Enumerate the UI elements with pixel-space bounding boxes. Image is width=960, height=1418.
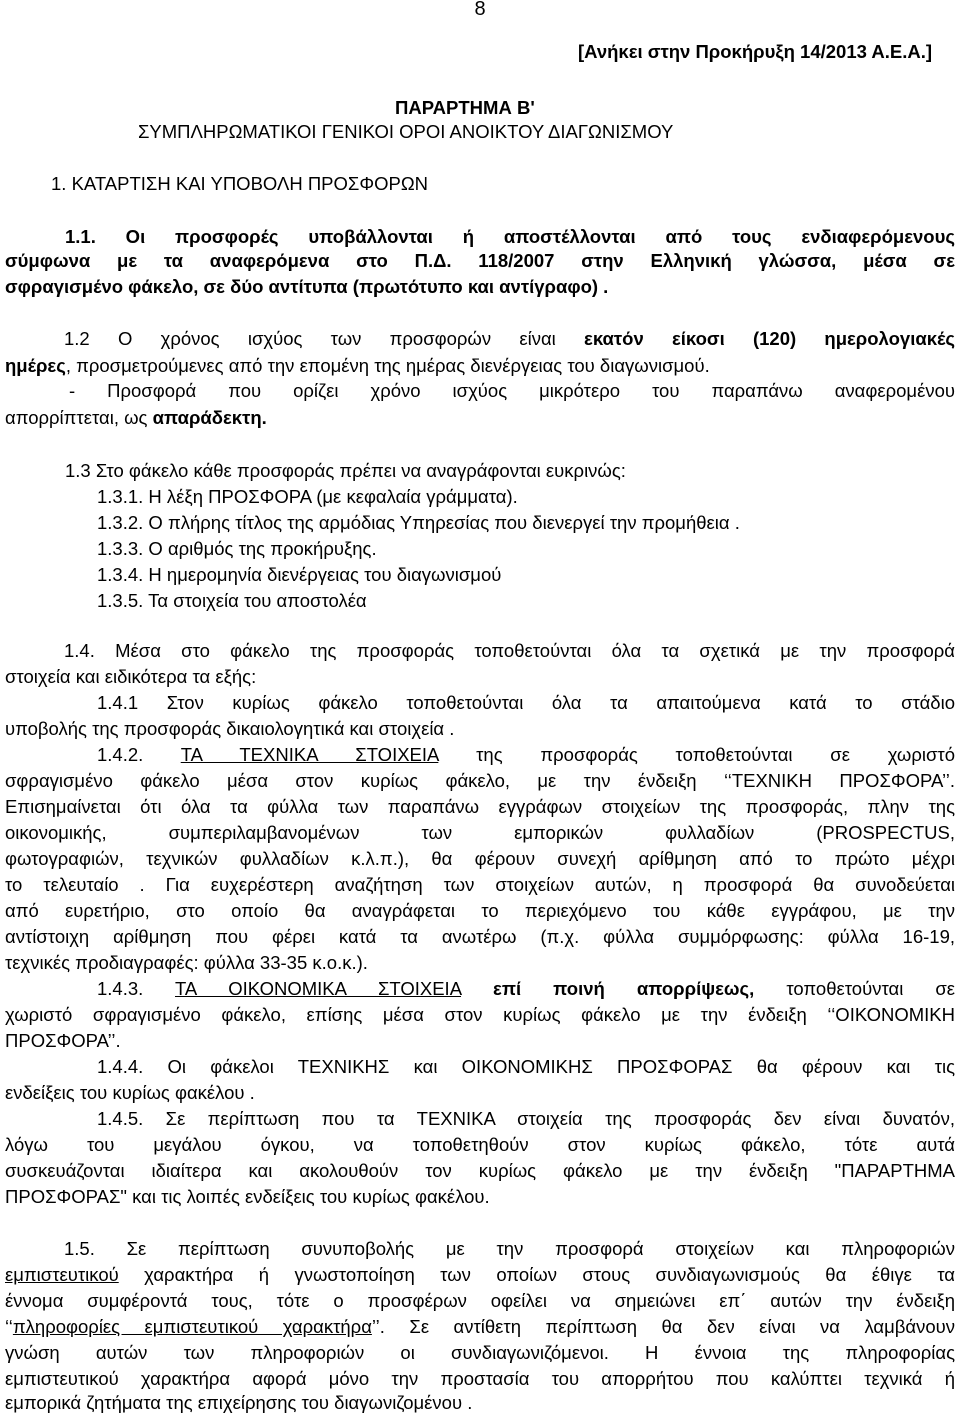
p12-line4 [5,407,267,429]
p13-intro: 1.3 Στο φάκελο κάθε προσφοράς πρέπει να αναγράφονται ευκρινώς: [65,460,626,481]
p143-line3: ΠΡΟΣΦΟΡΑ’’. [5,1030,121,1051]
p15-underlined: εμπιστευτικού [5,1264,119,1285]
p15-line5: γνώση αυτών των πληροφοριών οι συνδιαγωνιζόμενοι. Η έννοια της πληροφορίας [5,1342,955,1363]
p15-line3: έννομα συμφέροντά τους, τότε ο προσφέρων οφείλει να σημειώνει επ΄ αυτών την ένδειξη [5,1290,955,1311]
p143-bold: επί ποινή απορρίψεως, [493,978,755,999]
p12-line1-bold: εκατόν είκοσι (120) ημερολογιακές [584,328,955,349]
p145-line2: λόγω του μεγάλου όγκου, να τοποθετηθούν στον κυρίως φάκελο, τότε αυτά [5,1134,955,1155]
p12-line4-bold: απαράδεκτη. [152,407,267,428]
p141-line1: 1.4.1 Στον κυρίως φάκελο τοποθετούνται όλα τα απαιτούμενα κατά το στάδιο [97,692,955,713]
p142-line3: Επισημαίνεται ότι όλα τα φύλλα των παραπάνω εγγράφων στοιχείων της προσφοράς, πλην της [5,796,955,817]
p145-line4: ΠΡΟΣΦΟΡΑΣ" και τις λοιπές ενδείξεις του κυρίως φακέλου. [5,1186,490,1207]
p14-line2: στοιχεία και ειδικότερα τα εξής: [5,666,257,687]
p142-line1 [97,744,955,766]
section-heading: 1. ΚΑΤΑΡΤΙΣΗ ΚΑΙ ΥΠΟΒΟΛΗ ΠΡΟΣΦΟΡΩΝ [51,173,429,194]
p12-line3: - Προσφορά που ορίζει χρόνο ισχύος μικρότερο του παραπάνω αναφερομένου [69,380,955,401]
p12-line2 [5,355,710,377]
p11-line2: σύμφωνα με τα αναφερόμενα στο Π.Δ. 118/2007 στην Ελληνική γλώσσα, μέσα σε [5,250,955,271]
p15-underlined-2: πληροφορίες εμπιστευτικού χαρακτήρα [12,1316,372,1337]
p142-line9: τεχνικές προδιαγραφές: φύλλα 33-35 κ.ο.κ.). [5,952,368,973]
p143-rest: τοποθετούνται σε [786,978,956,999]
p13-item5: 1.3.5. Τα στοιχεία του αποστολέα [97,590,367,611]
p13-item3: 1.3.3. Ο αριθμός της προκήρυξης. [97,538,377,559]
p15-line7: εμπορικά ζητήματα της επιχείρησης του διαγωνιζομένου . [5,1392,473,1413]
p11-line3: σφραγισμένο φάκελο, σε δύο αντίτυπα (πρωτότυπο και αντίγραφο) . [5,276,609,297]
annex-subtitle: ΣΥΜΠΛΗΡΩΜΑΤΙΚΟΙ ΓΕΝΙΚΟΙ ΟΡΟΙ ΑΝΟΙΚΤΟΥ ΔΙΑΓΩΝΙΣΜΟΥ [138,121,674,142]
p15-line6: εμπιστευτικού χαρακτήρα αφορά μόνο την προστασία του απορρήτου που καλύπτει τεχνικά ή [5,1368,955,1389]
p12-line2-bold: ημέρες [5,355,66,376]
p15-line4 [5,1316,955,1338]
p14-line1: 1.4. Μέσα στο φάκελο της προσφοράς τοποθετούνται όλα τα σχετικά με την προσφορά [64,640,955,661]
p143-underlined: ΤΑ ΟΙΚΟΝΟΜΙΚΑ ΣΤΟΙΧΕΙΑ [175,978,462,999]
p15-quote-close: ’’ [371,1316,380,1337]
p143-line1 [97,978,955,1000]
p12-line1-text: 1.2 Ο χρόνος ισχύος των προσφορών είναι [64,328,556,349]
p142-num: 1.4.2. [97,744,144,765]
p15-line4-text: . Σε αντίθετη περίπτωση θα δεν είναι να λαμβάνουν [379,1316,956,1337]
p142-line8: αντίστοιχη αρίθμηση που φέρει κατά τα ανωτέρω (π.χ. φύλλα συμμόρφωσης: φύλλα 16-19, [5,926,955,947]
p15-line2 [5,1264,955,1286]
p12-line2-text: , προσμετρούμενες από την επομένη της ημέρας διενέργειας του διαγωνισμού. [65,355,710,376]
p145-line3: συσκευάζονται ιδιαίτερα και ακολουθούν τον κυρίως φάκελο με την ένδειξη "ΠΑΡΑΡΤΗΜΑ [5,1160,955,1181]
annex-title: ΠΑΡΑΡΤΗΜΑ Β' [395,97,535,118]
p15-line2-text: χαρακτήρα ή γνωστοποίηση των οποίων στους συνδιαγωνισμούς θα έθιγε τα [118,1264,955,1285]
p142-line2: σφραγισμένο φάκελο μέσα στον κυρίως φάκελο, με την ένδειξη ‘‘ΤΕΧΝΙΚΗ ΠΡΟΣΦΟΡΑ’’. [5,770,955,791]
p142-line4: οικονομικής, συμπεριλαμβανομένων των εμπορικών φυλλαδίων (PROSPECTUS, [5,822,955,843]
p144-line1: 1.4.4. Οι φάκελοι ΤΕΧΝΙΚΗΣ και ΟΙΚΟΝΟΜΙΚΗΣ ΠΡΟΣΦΟΡΑΣ θα φέρουν και τις [97,1056,955,1077]
p142-underlined: ΤΑ ΤΕΧΝΙΚΑ ΣΤΟΙΧΕΙΑ [180,744,439,765]
p143-line2: χωριστό σφραγισμένο φάκελο, επίσης μέσα στον κυρίως φάκελο με την ένδειξη ‘‘ΟΙΚΟΝΟΜΙΚΗ [5,1004,955,1025]
p13-item1: 1.3.1. Η λέξη ΠΡΟΣΦΟΡΑ (με κεφαλαία γράμματα). [97,486,518,507]
p141-line2: υποβολής της προσφοράς δικαιολογητικά και στοιχεία . [5,718,455,739]
p12-line4-text: απορρίπτεται, ως [5,407,153,428]
p142-line6: το τελευταίο . Για ευχερέστερη αναζήτηση των στοιχείων αυτών, η προσφορά θα συνοδεύεται [5,874,955,895]
header-note: [Ανήκει στην Προκήρυξη 14/2013 Α.Ε.Α.] [578,41,933,62]
p142-line7: από ευρετήριο, στο οποίο θα αναγράφεται το περιεχόμενο του κάθε εγγράφου, με την [5,900,955,921]
p142-rest: της προσφοράς τοποθετούνται σε χωριστό [476,744,955,765]
p12-line1 [64,328,955,350]
page-number: 8 [474,0,486,20]
p15-line1: 1.5. Σε περίπτωση συνυποβολής με την προσφορά στοιχείων και πληροφοριών [64,1238,955,1259]
p11-line1: 1.1. Οι προσφορές υποβάλλονται ή αποστέλλονται από τους ενδιαφερόμενους [65,226,955,247]
p145-line1: 1.4.5. Σε περίπτωση που τα ΤΕΧΝΙΚΑ στοιχεία της προσφοράς δεν είναι δυνατόν, [97,1108,955,1129]
p15-quote-open: ‘‘ [5,1316,13,1337]
p143-num: 1.4.3. [97,978,144,999]
p142-line5: φωτογραφιών, τεχνικών φυλλαδίων κ.λ.π.), θα φέρουν συνεχή αρίθμηση από το πρώτο μέχρι [5,848,955,869]
p13-item4: 1.3.4. Η ημερομηνία διενέργειας του διαγωνισμού [97,564,502,585]
p13-item2: 1.3.2. Ο πλήρης τίτλος της αρμόδιας Υπηρεσίας που διενεργεί την προμήθεια . [97,512,740,533]
p144-line2: ενδείξεις του κυρίως φακέλου . [5,1082,255,1103]
